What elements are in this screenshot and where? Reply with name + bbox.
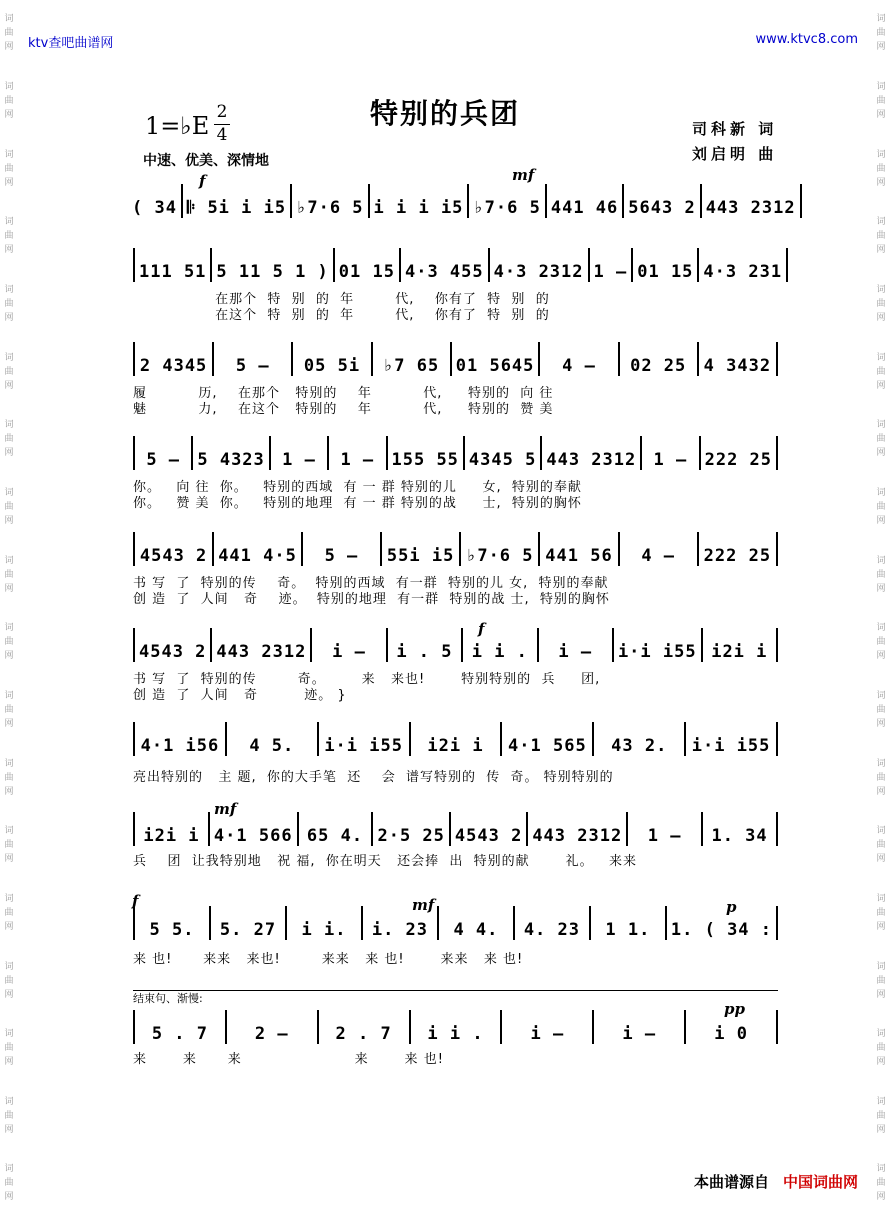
measure: i – <box>594 1010 686 1044</box>
watermark-text: 词 曲 网 <box>4 81 14 120</box>
source-brand-link[interactable]: 中国词曲网 <box>782 1173 858 1191</box>
coda-label: 结束句、渐慢: <box>133 992 203 1005</box>
measure: i – <box>539 628 614 662</box>
measure: 443 2312 <box>212 628 312 662</box>
site-url-right: www.ktvc8.com <box>755 32 858 47</box>
measure: i. 23 <box>363 906 439 940</box>
measure: 5 – <box>214 342 293 376</box>
measure: 01 15 <box>633 248 699 282</box>
measure: 4·3 2312 <box>490 248 590 282</box>
coda-frame <box>133 990 778 1043</box>
watermark-text: 词 曲 网 <box>876 1029 886 1068</box>
measure: 5 5. <box>133 906 211 940</box>
measure: 1 1. <box>591 906 667 940</box>
measure: i i . <box>411 1010 503 1044</box>
measure: 43 2. <box>594 722 686 756</box>
measure: 4 – <box>620 532 699 566</box>
song-title: 特别的兵团 <box>369 97 520 130</box>
time-bottom: 4 <box>216 124 228 145</box>
measure: 5 11 5 1 ) <box>212 248 334 282</box>
measure: 55i i5 <box>382 532 461 566</box>
measure: 4543 2 <box>133 532 214 566</box>
measure: 2 4345 <box>133 342 214 376</box>
measure: 1 – <box>628 812 703 846</box>
site-name-left: ktv查吧曲谱网 <box>28 36 114 51</box>
watermark-text: 词 曲 网 <box>4 217 14 256</box>
measure: 441 56 <box>540 532 619 566</box>
lyric-line: 在这个 特 别 的 年 代, 你有了 特 别 的 <box>133 308 550 323</box>
measure: 1 – <box>590 248 634 282</box>
staff-row <box>133 628 778 662</box>
measure: 1 – <box>329 436 387 470</box>
watermark-text: 词 曲 网 <box>876 961 886 1000</box>
measure: 5643 2 <box>624 184 701 218</box>
dynamic-marking: mf <box>214 800 237 818</box>
watermark-text: 词 曲 网 <box>4 893 14 932</box>
lyric-line: 书 写 了 特别的传 奇。 特别的西域 有一群 特别的儿 女, 特别的奉献 <box>133 576 609 591</box>
watermark-text: 词 曲 网 <box>4 420 14 459</box>
watermark-text: 词 曲 网 <box>4 352 14 391</box>
measure: 01 5645 <box>452 342 541 376</box>
staff-row <box>128 184 796 218</box>
watermark-text: 词 曲 网 <box>4 487 14 526</box>
lyric-line: 来 也! 来来 来也! 来来 来 也! 来来 来 也! <box>133 952 524 967</box>
measure: 1. 34 <box>703 812 778 846</box>
measure: i – <box>312 628 387 662</box>
watermark-text: 词 曲 网 <box>876 284 886 323</box>
measure: 4. 23 <box>515 906 591 940</box>
watermark-text: 词 曲 网 <box>4 555 14 594</box>
lyric-line: 创 造 了 人间 奇 迹。 特别的地理 有一群 特别的战 士, 特别的胸怀 <box>133 592 610 607</box>
watermark-text: 词 曲 网 <box>4 1096 14 1135</box>
measure: 𝄆 5i i i5 <box>183 184 292 218</box>
watermark-text: 词 曲 网 <box>876 690 886 729</box>
lyric-line: 书 写 了 特别的传 奇。 来 来也! 特别特别的 兵 团, <box>133 672 601 687</box>
watermark-text: 词 曲 网 <box>876 758 886 797</box>
lyric-line: 创 造 了 人间 奇 迹。 } <box>133 688 347 703</box>
measure: 01 15 <box>335 248 401 282</box>
tempo-marking: 中速、优美、深情地 <box>143 153 269 169</box>
measure: i i . <box>463 628 538 662</box>
measure: 5 4323 <box>193 436 270 470</box>
measure: ♭7·6 5 <box>461 532 540 566</box>
lyric-line: 你。 向 往 你。 特别的西域 有 一 群 特别的儿 女, 特别的奉献 <box>133 480 582 495</box>
lyric-line: 兵 团 让我特别地 祝 福, 你在明天 还会捧 出 特别的献 礼。 来来 <box>133 854 637 869</box>
dynamic-marking: mf <box>412 896 435 914</box>
measure: ♭7 65 <box>373 342 452 376</box>
watermark-text: 词 曲 网 <box>876 217 886 256</box>
measure: 443 2312 <box>702 184 802 218</box>
measure: ♭7·6 5 <box>469 184 546 218</box>
measure: 4·1 565 <box>502 722 594 756</box>
measure: 1 – <box>642 436 700 470</box>
measure: 5. 27 <box>211 906 287 940</box>
time-top: 2 <box>216 102 228 122</box>
right-watermark-strip <box>874 0 888 1218</box>
measure: 4·3 455 <box>401 248 490 282</box>
key-signature: 1=♭E <box>145 112 210 140</box>
measure: 441 4·5 <box>214 532 303 566</box>
measure: 443 2312 <box>528 812 628 846</box>
watermark-text: 词 曲 网 <box>876 149 886 188</box>
measure: 02 25 <box>620 342 699 376</box>
watermark-text: 词 曲 网 <box>4 14 14 53</box>
dynamic-marking: f <box>478 620 485 638</box>
measure: 441 46 <box>547 184 624 218</box>
measure: 2 . 7 <box>319 1010 411 1044</box>
watermark-text: 词 曲 网 <box>4 826 14 865</box>
measure: 5 – <box>133 436 193 470</box>
measure: 1 – <box>271 436 329 470</box>
measure: i·i i55 <box>614 628 703 662</box>
watermark-text: 词 曲 网 <box>876 352 886 391</box>
measure: 4 4. <box>439 906 515 940</box>
watermark-text: 词 曲 网 <box>4 1029 14 1068</box>
measure: 111 51 <box>133 248 212 282</box>
measure: 4345 5 <box>465 436 542 470</box>
measure: 5 – <box>303 532 382 566</box>
staff-row <box>133 342 778 376</box>
lyric-line: 你。 赞 美 你。 特别的地理 有 一 群 特别的战 士, 特别的胸怀 <box>133 496 582 511</box>
measure: 443 2312 <box>542 436 642 470</box>
composer-credit: 刘启明 曲 <box>692 145 778 163</box>
watermark-text: 词 曲 网 <box>876 14 886 53</box>
dynamic-marking: mf <box>512 166 535 184</box>
staff-row <box>133 436 778 470</box>
measure: i2i i <box>703 628 778 662</box>
watermark-text: 词 曲 网 <box>876 420 886 459</box>
measure: i2i i <box>411 722 503 756</box>
watermark-text: 词 曲 网 <box>4 961 14 1000</box>
measure: i 0 <box>686 1010 778 1044</box>
measure: 2 – <box>227 1010 319 1044</box>
watermark-text: 词 曲 网 <box>876 1164 886 1203</box>
watermark-text: 词 曲 网 <box>876 487 886 526</box>
watermark-text: 词 曲 网 <box>4 758 14 797</box>
measure: i i. <box>287 906 363 940</box>
dynamic-marking: pp <box>724 1000 745 1018</box>
measure: 1. ( 34 : <box>667 906 778 940</box>
measure: ( 34 <box>128 184 183 218</box>
watermark-text: 词 曲 网 <box>4 690 14 729</box>
source-credit <box>694 1171 858 1192</box>
measure: 4·3 231 <box>699 248 788 282</box>
measure: 05 5i <box>293 342 372 376</box>
watermark-text: 词 曲 网 <box>4 1164 14 1203</box>
measure: 65 4. <box>299 812 374 846</box>
dynamic-marking: f <box>132 892 139 910</box>
measure: 4·1 i56 <box>133 722 227 756</box>
measure: ♭7·6 5 <box>292 184 369 218</box>
measure: 4 3432 <box>699 342 778 376</box>
measure: 4543 2 <box>133 628 212 662</box>
watermark-text: 词 曲 网 <box>876 1096 886 1135</box>
measure: 222 25 <box>699 532 778 566</box>
source-prefix: 本曲谱源自 <box>693 1173 769 1191</box>
measure: 5 . 7 <box>133 1010 227 1044</box>
left-watermark-strip <box>2 0 16 1218</box>
watermark-text: 词 曲 网 <box>4 284 14 323</box>
lyric-line: 亮出特别的 主 题, 你的大手笔 还 会 谱写特别的 传 奇。 特别特别的 <box>133 770 614 785</box>
measure: 2·5 25 <box>373 812 450 846</box>
measure: 4·1 566 <box>210 812 299 846</box>
time-signature <box>214 103 230 145</box>
staff-row <box>133 722 778 756</box>
lyric-line: 履 历, 在那个 特别的 年 代, 特别的 向 往 <box>133 386 554 401</box>
watermark-text: 词 曲 网 <box>876 555 886 594</box>
lyric-line: 在那个 特 别 的 年 代, 你有了 特 别 的 <box>133 292 550 307</box>
measure: i – <box>502 1010 594 1044</box>
measure: 4543 2 <box>451 812 528 846</box>
lyric-line: 来 来 来 来 来 也! <box>133 1052 444 1067</box>
lyric-line: 魅 力, 在这个 特别的 年 代, 特别的 赞 美 <box>133 402 554 417</box>
staff-row <box>133 532 778 566</box>
dynamic-marking: f <box>199 172 206 190</box>
staff-row <box>133 906 778 940</box>
measure: i i i i5 <box>370 184 470 218</box>
watermark-text: 词 曲 网 <box>4 149 14 188</box>
measure: i . 5 <box>388 628 463 662</box>
measure: i·i i55 <box>319 722 411 756</box>
measure: 155 55 <box>388 436 465 470</box>
watermark-text: 词 曲 网 <box>876 623 886 662</box>
watermark-text: 词 曲 网 <box>876 81 886 120</box>
measure: i·i i55 <box>686 722 778 756</box>
dynamic-marking: p <box>726 898 737 916</box>
watermark-text: 词 曲 网 <box>876 826 886 865</box>
watermark-text: 词 曲 网 <box>876 893 886 932</box>
measure: 222 25 <box>701 436 778 470</box>
measure: 4 – <box>540 342 619 376</box>
measure: 4 5. <box>227 722 319 756</box>
measure: i2i i <box>133 812 210 846</box>
lyricist-credit: 司科新 词 <box>692 120 778 138</box>
watermark-text: 词 曲 网 <box>4 623 14 662</box>
staff-row <box>133 248 783 282</box>
